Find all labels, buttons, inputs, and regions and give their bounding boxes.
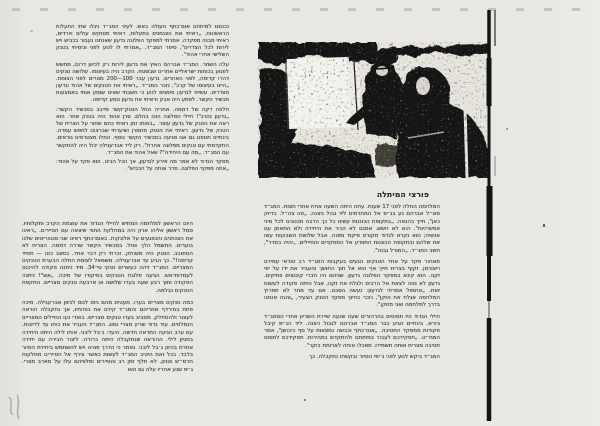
left-column-lower (22, 221, 193, 379)
paragraph: עלה השחר. המג״ד אברהם האיץ את גדעון לירות רק לכיוון דרום, מחשש לפגוע בכוחות ישראליים אחרים שבשטח. הקרב היה בעיצומו. שלושה טנקים דהרו קדימה, לפני האחרים. גדעון עבר 100—200 מטרים לפני הצומת. „היינו בעיצומו של קרב", נזכר המג״ד. „ראיתי את הטנקים של אהוד וגדעון מצדדים. עשיתי לגדעון סימנים לנוע כי חשבתי שאינו שומע אותי באמצעות מכשיר הקשר. לפתע היה אבק וראיתי את גדעון נוסע קדימה. (56, 61, 229, 104)
right-column (264, 204, 440, 365)
ink-speck (304, 399, 306, 401)
left-column-upper (56, 24, 229, 176)
paragraph: כמה טנקים מצריים בערו. מעטים מהם ניסו לנוס לכיוון אבו־עגילה. מיכה פתח במירדף אחריהם והמג״ד קידם את כוחותיו, אך נתקבלה הוראה לעצור ולהסתלק. מסביב בערו טנקים מצריים. בואדי נעו החיילים המצריים הנמלטים. עוד גדוד שריון מצרי נסוג. המג״ד העביר את כוחו עד לדיונות. עם ערב הגיעה התראה חדשה. היעד: ג׳בל ליבני. אותו לילה היתה היחידה בחניון לילי. ההוראה שנתקבלה היתה ברורה: ליצור חבירה עם יחידה אחרת בכיוון ג׳בל ליבני. נאמר כי הדרך פנויה ויש להשתמש ביחידת הסיור בלבד. בכל זאת היטיב המג״ד לעשות כאשר צירף אל הסיירים מחלקות חרמ״ש וטנק. לא חלף זמן רב והסיירים ומלוויהם עלו על מארב מצרי. ג׳יפ שנע אחריו עלה גם הוא (22, 300, 193, 373)
ink-speck (506, 128, 508, 130)
paragraph: חלפה דקה של דממה. אחריה החל הטנק־קשר מייבב במכשיר הקשר: „גדעון נהרג"! חיילי הפלוגה הוכו בהלם. סרן אהוד היה בטנק אחר. הוא ראה את הטנק של גדעון עוצר. „באותו זמן ראיתי כתם שחור על הצריח של הטנק של גדעון. ראיתי את הטנק מתמרן ושיערתי שברצונו לחפש עמדה. בינתיים חטפנו גם אנו פגיעה במכשיר הקשר נוסף. החלו מצטרפים גוראים. התקדמתי עם טנקים מפלוגה אחרת". רק ליד אבו־עגילה יכול היה להתקשר עם המג״ד. „מה עם היחידה"? שאל אהוד את המג״ד. (56, 107, 229, 156)
paragraph: נכנסנו למיתחם אום־כתף העולה באש. לעיני המג״ד ניגלו שתי התעלות הראשונות. „ראיתי את הצנחנים בתעלות, ראיתי מסוקים עולים ויורדים, ראיתי מבנה מפקדה. אמרתי למפקד הפלוגה גדעון שאנחנו נעבור בכביש ויש לירות לכל הצדדים", סיפר המג״ד. „אמרתי לו לנוע לפני וכיסיתי בטנק השלישי אחרי אהוד". (56, 24, 229, 59)
ink-speck (543, 224, 545, 227)
gutter-rule (482, 6, 500, 424)
article-title: פורצי המיתלה (376, 190, 430, 199)
corner-smudge (4, 394, 28, 424)
paragraph: המלחמה החלה לפני 17 שעות. עתה היתה השעה אחת אחרי חצות. המג״ד סא״ל אברהם נע בג׳יפ אל המתרסים ליד גבול ניצנה. „זהו צה״ל. בדיוק כאן", חייך בהנאה. „בתקופת הכוננות עשינו כל כך הרבה תכנונים לכל מיני אפשרויות". הוא לא חשש. אמנם לא הכיר את היחידה ולא התאמן עם אנשיה; הוא נקרא לגדוד מקורס פיקוד ומטה. אבל שלושת השבועות עשו את שלהם ובתקופת הכוננות התוודע אל המפקדים והחיילים. „יהיה בסדר", חשב המג״ד. „המורל גבוה". (264, 204, 440, 254)
paragraph: מפקד הגדוד לא אמר מה אירע לגדעון, אך הכל הבינו. הוא פקד על אהוד: „אתה מפקד הפלוגה. סדר אותה על הכביש". (56, 159, 229, 173)
ink-speck (30, 30, 33, 32)
paragraph: המג״ד ביקש לנוע לפני ג׳יפי הסיור ובקשתו נתקבלה. כך (309, 353, 440, 360)
paragraph: מאחור פקד על אחד הטנקים הנעים בעקבות המג״ד רב טוראי עמירם וייצורמן. זקוף בצריח חייך אף הוא אל תוך החושך והעביר את ידו על יפי זקנו. הוא קינא במפקד הפלוגה גדעון. שניהם היו חברי קיבוצים וותיקים. גדעון לא נטה לצאת אל הרבים ולגלח את זקנו, אבל היתה פקודה לעשות זאת. „אתמול אמרתי לגדעון: נעשה הסכם. אם עד מחר לא תפרוץ המלחמה אגלח את הזקן", נזכר בחיוך מפקד הטנק הצעיר, „והנה אנחנו בדרך למלחמה ואני מזוקן". (264, 258, 440, 309)
scanner-tick-marks (12, 8, 590, 11)
paragraph: חיילי הגדוד היו תפוסים בהרהורים שעה שנעה שיירת השריון אחרי הסמג״ד גיורא. בינתיים הגיע כבר המג״ד אברהם לגבול ניצנה. ליד הג׳יפ קיבל פקודות ממפקד החטיבה. „אום־כתף וכבשה נמצאות על סף כיבושן", אמר המח״ט. „תפקידכם לעבור במיתחם ולהתקדם במהירות. תפקידכם לחסום חטיבה מצרית אותה תשמידו. תאכלו אותה לארוחת בוקר". (264, 313, 440, 349)
paragraph: היום הראשון למלחמה המתיש לחיילי הגדוד את עוצמת הקרב ותקלותיו. סמל ראשון אליהו ארון היה במחלקת החוד שיצאה עם הסיירים. „ראינו את הצנחנים והנפגעים על אלונקות. באום־כתף ראינו שני סנטוריונים שלנו בוערים. החשמל הלך ואזל. במכשיר הקשר שררה דממה. הצריח לא הסתובב. הטנק היה משותק. זכרתי רק דבר אחד. במצב כזה — תמיד קדימה!". כך הגיע עד אבו־עגילה. משמאל לצומת החלה הבערת הטנקים המצריים. המג״ד זיהה כעשרים טנקי טי־34. מיד ניתנה פקודה להיכנס לעמדות־אש. הגיעה פלוגת הטנקים בפיקודו של מיכה. „אש"! ניתנה הפקודה ותוך רבע שעה בערו שלושה או ארבעה טנקים מצריים. התקפת הטנקים נבלמה. (22, 221, 193, 294)
soldiers-photo (258, 42, 490, 178)
